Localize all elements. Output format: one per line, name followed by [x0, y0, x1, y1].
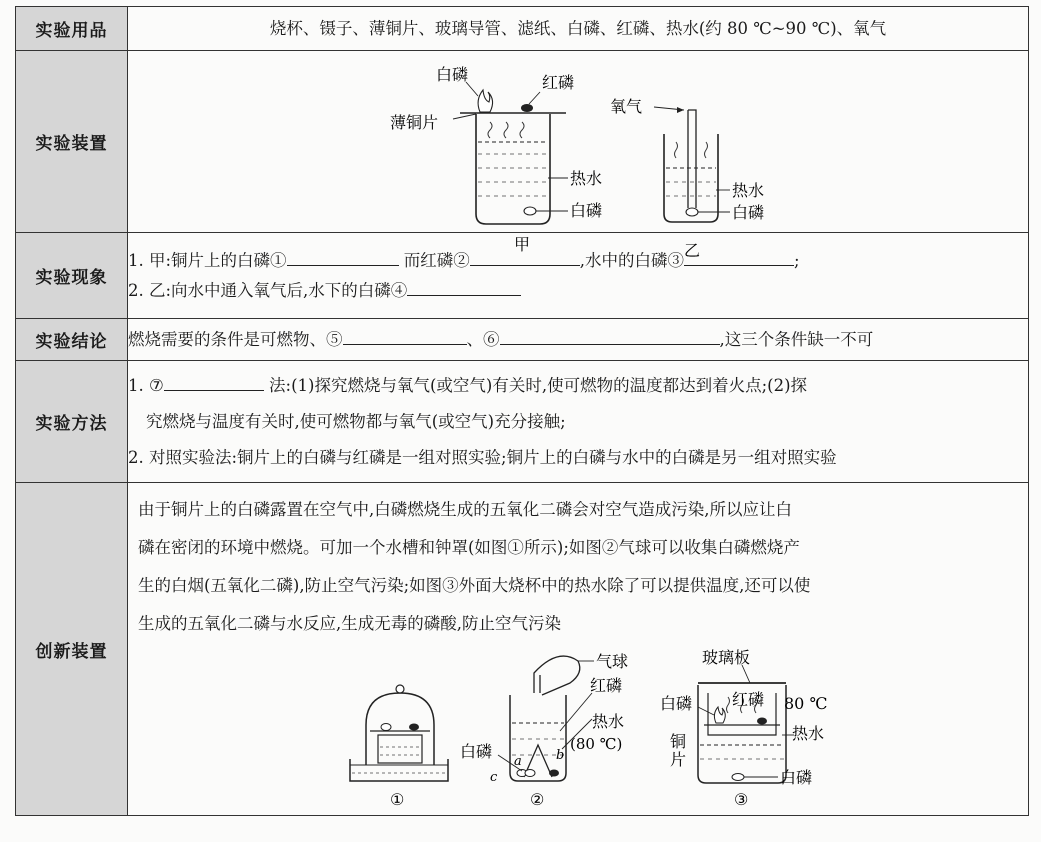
flame-icon	[478, 90, 492, 112]
blank-6[interactable]	[500, 326, 720, 345]
innovation-label: 创新装置	[16, 483, 128, 816]
apparatus-row	[16, 51, 1029, 233]
conclusion-a: 燃烧需要的条件是可燃物、⑤	[128, 329, 343, 349]
innovation-fig-3	[660, 648, 827, 809]
fig2-c-label: c	[490, 770, 498, 785]
fig2-balloon-label: 气球	[596, 652, 629, 671]
fig3-temp-label: 80 ℃	[784, 694, 828, 713]
fig2-red-p-label: 红磷	[590, 676, 623, 695]
conclusion-row	[16, 319, 1029, 361]
method-1b: 法:(1)探究燃烧与氧气(或空气)有关时,使可燃物的温度都达到着火点;(2)探	[269, 375, 808, 395]
blank-7[interactable]	[164, 372, 264, 391]
materials-label: 实验用品	[16, 7, 128, 51]
fig3-glass-label: 玻璃板	[702, 648, 751, 667]
conclusion-label: 实验结论	[16, 319, 128, 361]
jia-red-p-label: 红磷	[542, 72, 575, 92]
innovation-line-2: 磷在密闭的环境中燃烧。可加一个水槽和钟罩(如图①所示);如图②气球可以收集白磷燃烧产	[138, 538, 800, 557]
materials-text: 烧杯、镊子、薄铜片、玻璃导管、滤纸、白磷、红磷、热水(约 80 ℃~90 ℃)、氧气	[128, 7, 1029, 51]
phenomena-line-1	[128, 246, 1028, 276]
method-line-1	[128, 368, 1028, 404]
apparatus-label: 实验装置	[16, 51, 128, 233]
fig2-white-p-label: 白磷	[460, 742, 493, 761]
fig-jia	[390, 65, 602, 254]
phenomena-1b: 而红磷②	[403, 250, 470, 270]
fig3-red-p-label: 红磷	[732, 690, 765, 709]
conclusion-c: ,这三个条件缺一不可	[719, 329, 874, 349]
jia-caption: 甲	[514, 234, 531, 254]
method-line-2: 究燃烧与温度有关时,使可燃物都与氧气(或空气)充分接触;	[146, 411, 566, 431]
fig3-white-p-water-label: 白磷	[780, 768, 813, 787]
fig3-copper-label-1: 铜	[670, 732, 687, 751]
method-text	[128, 361, 1029, 483]
conclusion-b: 、⑥	[466, 329, 500, 349]
innovation-cell	[128, 483, 1029, 816]
phenomena-1a: 1. 甲:铜片上的白磷①	[128, 250, 287, 270]
jia-hot-water-label: 热水	[570, 168, 603, 188]
method-1a: 1. ⑦	[128, 375, 164, 395]
blank-1[interactable]	[287, 247, 399, 266]
blank-4[interactable]	[407, 277, 521, 296]
jia-white-p-water-label: 白磷	[570, 200, 603, 220]
innovation-line-3: 生的白烟(五氧化二磷),防止空气污染;如图③外面大烧杯中的热水除了可以提供温度,还可以使	[138, 576, 811, 595]
fig2-hot-water-label: 热水	[592, 712, 625, 731]
conclusion-text	[128, 319, 1029, 361]
fig2-a-label: a	[514, 754, 522, 769]
phenomena-text	[128, 233, 1029, 319]
yi-oxygen-label: 氧气	[610, 96, 643, 116]
phenomena-1c: ,水中的白磷③	[579, 250, 685, 270]
fig3-caption: ③	[734, 790, 749, 809]
innovation-paragraph	[138, 491, 1018, 643]
innovation-fig-1	[350, 685, 448, 809]
jia-copper-label: 薄铜片	[390, 112, 439, 132]
innovation-line-4: 生成的五氧化二磷与水反应,生成无毒的磷酸,防止空气污染	[138, 614, 561, 633]
fig3-copper-label-2: 片	[670, 750, 687, 769]
method-row	[16, 361, 1029, 483]
phenomena-label: 实验现象	[16, 233, 128, 319]
phenomena-1d: ;	[794, 250, 800, 270]
yi-hot-water-label: 热水	[732, 180, 765, 200]
red-phosphorus-dot	[521, 104, 533, 112]
fig2-temp-label: (80 ℃)	[570, 735, 623, 753]
fig3-white-p-label: 白磷	[660, 694, 693, 713]
method-label: 实验方法	[16, 361, 128, 483]
yi-caption: 乙	[684, 240, 701, 260]
blank-3[interactable]	[684, 247, 794, 266]
yi-white-p-label: 白磷	[732, 202, 765, 222]
experiment-table	[15, 6, 1029, 816]
materials-row	[16, 7, 1029, 51]
innovation-line-1: 由于铜片上的白磷露置在空气中,白磷燃烧生成的五氧化二磷会对空气造成污染,所以应让白	[138, 500, 792, 519]
fig2-caption: ②	[530, 790, 545, 809]
innovation-diagram	[138, 643, 1028, 808]
innovation-fig-2	[460, 652, 628, 809]
innovation-row	[16, 483, 1029, 816]
jia-white-p-label: 白磷	[436, 64, 469, 84]
phenomena-2a: 2. 乙:向水中通入氧气后,水下的白磷④	[128, 280, 408, 300]
phenomena-line-2	[128, 276, 1028, 306]
fig1-caption: ①	[390, 790, 405, 809]
fig3-hot-water-label: 热水	[792, 724, 825, 743]
blank-5[interactable]	[343, 326, 467, 345]
fig2-b-label: b	[556, 748, 565, 763]
method-line-3: 2. 对照实验法:铜片上的白磷与红磷是一组对照实验;铜片上的白磷与水中的白磷是另一组对照实验	[128, 447, 837, 467]
